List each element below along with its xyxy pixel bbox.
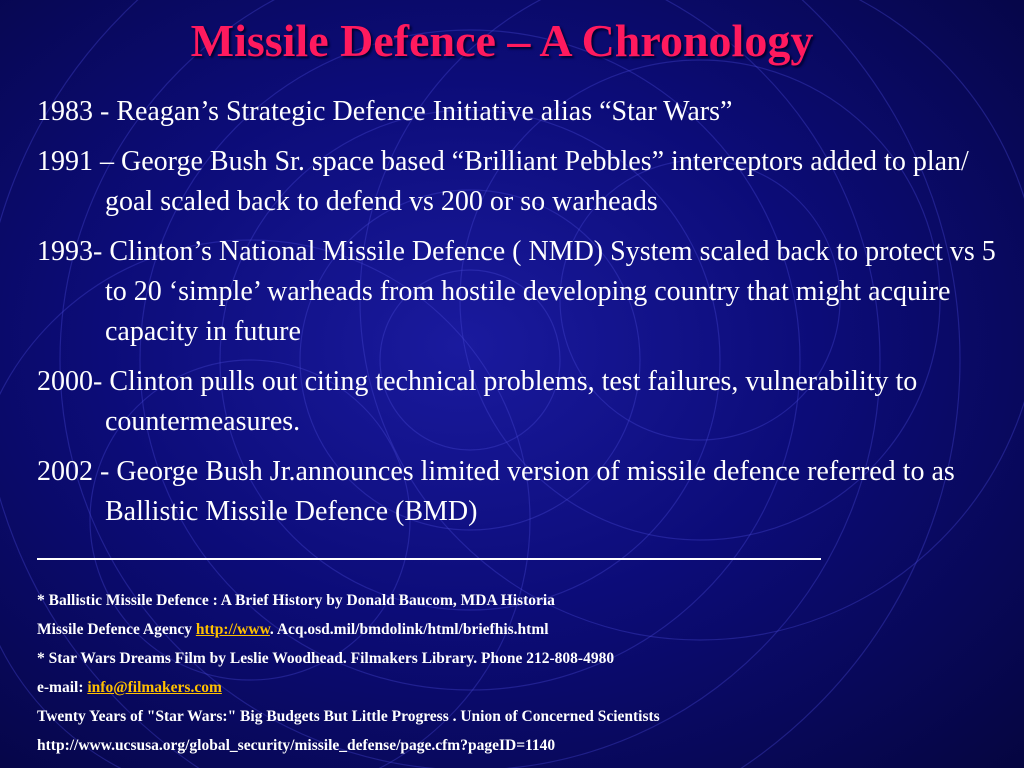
reference-baucom: * Ballistic Missile Defence : A Brief History by Donald Baucom, MDA Historia xyxy=(37,592,555,609)
reference-ucs: Twenty Years of "Star Wars:" Big Budgets But Little Progress . Union of Concerned Scientists xyxy=(37,708,660,725)
reference-email-prefix: e-mail: xyxy=(37,679,88,696)
reference-ucs-url: http://www.ucsusa.org/global_security/missile_defense/page.cfm?pageID=1140 xyxy=(37,737,556,754)
reference-mda-suffix: . Acq.osd.mil/bmdolink/html/briefhis.html xyxy=(269,621,549,638)
timeline-item-2002: 2002 - George Bush Jr.announces limited version of missile defence referred to as Ballistic Missile Defence (BMD) xyxy=(37,456,955,527)
mda-link[interactable]: http://www xyxy=(195,621,270,638)
timeline-item-1983: 1983 - Reagan’s Strategic Defence Initiative alias “Star Wars” xyxy=(37,96,733,127)
references-list xyxy=(37,589,997,763)
separator-rule xyxy=(37,558,821,560)
reference-mda xyxy=(37,618,997,647)
timeline-item-2000: 2000- Clinton pulls out citing technical problems, test failures, vulnerability to countermeasures. xyxy=(37,366,918,437)
timeline-item-1991: 1991 – George Bush Sr. space based “Brilliant Pebbles” interceptors added to plan/ goal scaled back to defend vs 200 or so warheads xyxy=(37,146,969,217)
email-link[interactable]: info@filmakers.com xyxy=(87,679,222,696)
reference-email xyxy=(37,676,997,705)
reference-star-wars-dreams: * Star Wars Dreams Film by Leslie Woodhead. Filmakers Library. Phone 212-808-4980 xyxy=(37,650,615,667)
reference-mda-prefix: Missile Defence Agency xyxy=(37,621,196,638)
slide-title: Missile Defence – A Chronology xyxy=(190,15,814,66)
timeline-list xyxy=(37,92,997,542)
timeline-item-1993: 1993- Clinton’s National Missile Defence ( NMD) System scaled back to protect vs 5 to 20 ‘simple’ warheads from hostile developing country that might acquire capacity in future xyxy=(37,236,996,347)
